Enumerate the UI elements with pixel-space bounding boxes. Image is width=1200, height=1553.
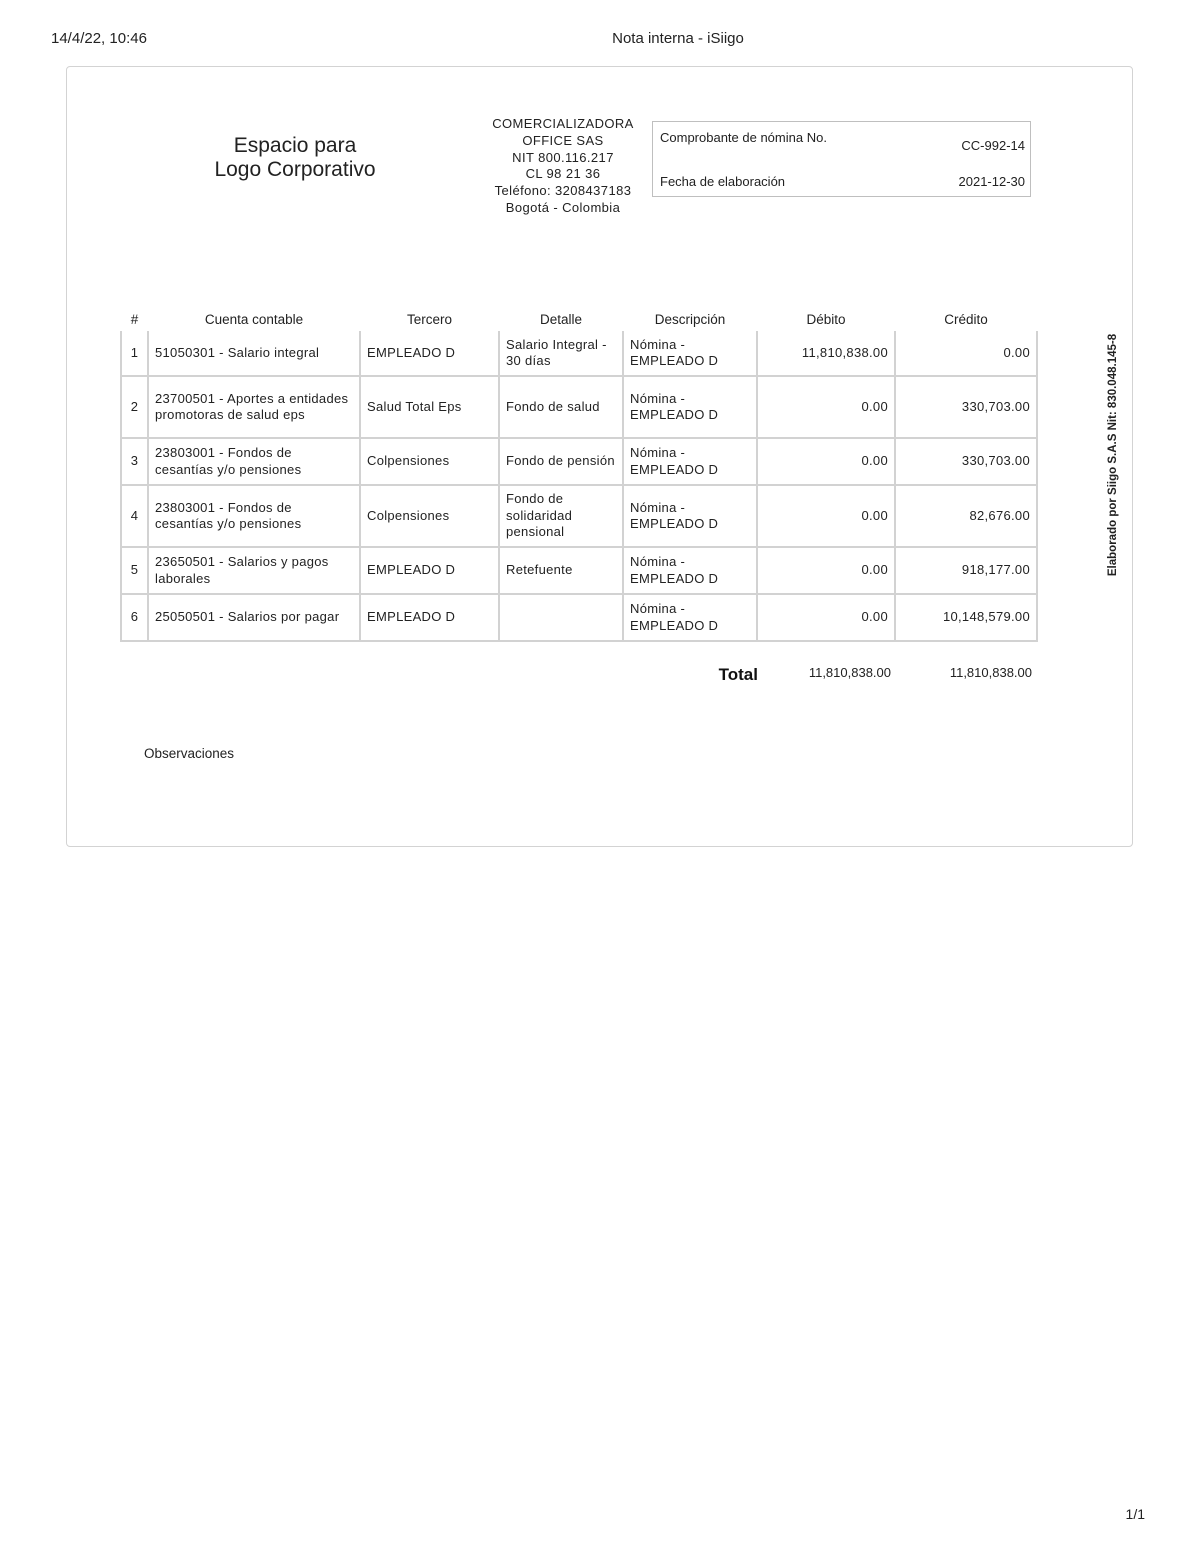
cell-account: 51050301 - Salario integral [148,331,360,376]
cell-account: 25050501 - Salarios por pagar [148,594,360,641]
voucher-number-value: CC-992-14 [961,138,1025,153]
accounting-entries-table [120,307,1038,642]
table-row [121,376,1037,438]
company-city: Bogotá - Colombia [505,199,621,215]
cell-account: 23700501 - Aportes a entidades promotoras de salud eps [148,376,360,438]
total-debit: 11,810,838.00 [808,665,891,680]
cell-debit: 11,810,838.00 [757,331,895,376]
cell-account: 23803001 - Fondos de cesantías y/o pensiones [148,485,360,547]
cell-number: 3 [121,438,148,485]
company-name-line-1: COMERCIALIZADORA [492,116,634,131]
total-label: Total [718,665,758,684]
cell-debit: 0.00 [757,547,895,594]
header-credit: Crédito [944,311,988,327]
table-row [121,547,1037,594]
table-row [121,438,1037,485]
header-description: Descripción [654,311,726,327]
logo-line-1: Espacio para [233,134,357,157]
cell-third-party: EMPLEADO D [360,594,499,641]
print-datetime: 14/4/22, 10:46 [51,30,147,47]
software-credit-note: Elaborado por Siigo S.A.S Nit: 830.048.145-8 [1107,333,1119,577]
header-detail: Detalle [539,311,583,327]
logo-line-2: Logo Corporativo [214,158,376,181]
cell-description: Nómina - EMPLEADO D [623,485,757,547]
cell-account: 23650501 - Salarios y pagos laborales [148,547,360,594]
cell-debit: 0.00 [757,438,895,485]
print-title: Nota interna - iSiigo [612,30,744,47]
cell-description: Nómina - EMPLEADO D [623,547,757,594]
cell-credit: 10,148,579.00 [895,594,1037,641]
voucher-number-label: Comprobante de nómina No. [660,130,827,145]
company-info [480,116,646,217]
cell-number: 2 [121,376,148,438]
voucher-date-value: 2021-12-30 [958,174,1025,189]
cell-number: 1 [121,331,148,376]
cell-detail: Fondo de pensión [499,438,623,485]
cell-third-party: EMPLEADO D [360,547,499,594]
cell-detail: Fondo de solidaridad pensional [499,485,623,547]
cell-number: 4 [121,485,148,547]
cell-detail: Salario Integral - 30 días [499,331,623,376]
company-address: CL 98 21 36 [525,166,601,182]
cell-credit: 918,177.00 [895,547,1037,594]
header-account: Cuenta contable [204,311,304,327]
page-number: 1/1 [1125,1506,1145,1522]
cell-description: Nómina - EMPLEADO D [623,331,757,376]
cell-description: Nómina - EMPLEADO D [623,376,757,438]
cell-detail [499,594,623,641]
header-debit: Débito [806,311,846,327]
cell-detail: Retefuente [499,547,623,594]
cell-debit: 0.00 [757,485,895,547]
header-number: # [130,311,139,327]
cell-third-party: EMPLEADO D [360,331,499,376]
company-nit: NIT 800.116.217 [512,149,614,165]
cell-account: 23803001 - Fondos de cesantías y/o pensiones [148,438,360,485]
logo-placeholder [195,134,395,182]
cell-debit: 0.00 [757,594,895,641]
cell-description: Nómina - EMPLEADO D [623,594,757,641]
total-credit: 11,810,838.00 [949,665,1032,680]
company-name-line-2: OFFICE SAS [522,132,604,148]
cell-description: Nómina - EMPLEADO D [623,438,757,485]
cell-credit: 330,703.00 [895,438,1037,485]
company-phone: Teléfono: 3208437183 [494,183,632,199]
cell-third-party: Colpensiones [360,485,499,547]
cell-third-party: Colpensiones [360,438,499,485]
cell-number: 6 [121,594,148,641]
cell-number: 5 [121,547,148,594]
cell-credit: 82,676.00 [895,485,1037,547]
observations-label: Observaciones [144,746,235,761]
cell-credit: 330,703.00 [895,376,1037,438]
table-row [121,485,1037,547]
table-row [121,331,1037,376]
table-header-row [121,307,1037,331]
voucher-date-label: Fecha de elaboración [660,174,786,189]
table-row [121,594,1037,641]
cell-credit: 0.00 [895,331,1037,376]
cell-debit: 0.00 [757,376,895,438]
cell-third-party: Salud Total Eps [360,376,499,438]
voucher-info-box [652,121,1031,197]
header-third-party: Tercero [406,311,452,327]
cell-detail: Fondo de salud [499,376,623,438]
